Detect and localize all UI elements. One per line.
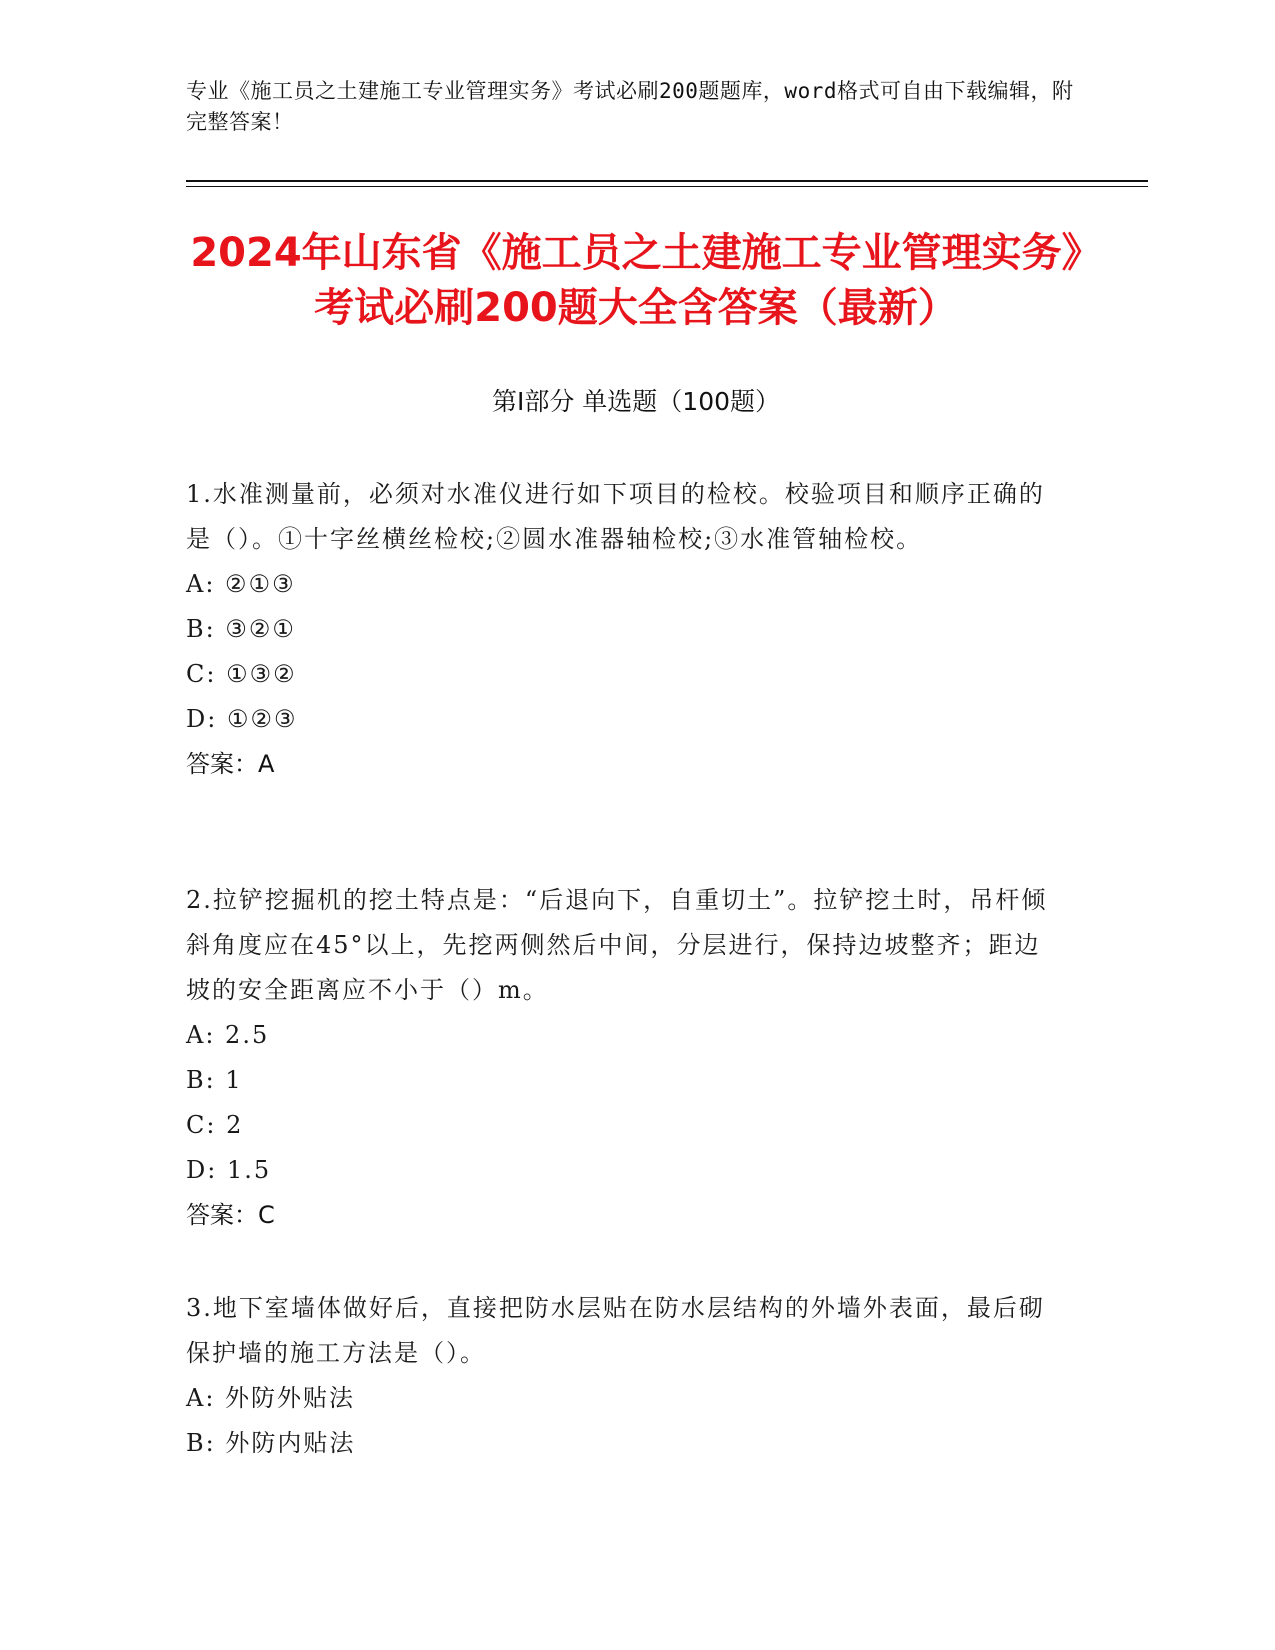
option-a: A: 外防外贴法 bbox=[186, 1384, 356, 1412]
answer: 答案：C bbox=[186, 1201, 275, 1229]
question-stem: 2.拉铲挖掘机的挖土特点是：“后退向下，自重切土”。拉铲挖土时，吊杆倾斜角度应在45°以上，先挖两侧然后中间，分层进行，保持边坡整齐；距边坡的安全距离应不小于（）m。 bbox=[186, 886, 1048, 1004]
option-a: A: ②①③ bbox=[186, 570, 296, 598]
option-b: B: 1 bbox=[186, 1066, 243, 1094]
header-divider-thin bbox=[186, 186, 1148, 187]
question-1 bbox=[186, 472, 1066, 787]
question-stem: 1.水准测量前，必须对水准仪进行如下项目的检校。校验项目和顺序正确的是（）。①十字丝横丝检校;②圆水准器轴检校;③水准管轴检校。 bbox=[186, 480, 1045, 553]
question-2 bbox=[186, 878, 1066, 1238]
answer: 答案：A bbox=[186, 750, 275, 778]
option-c: C: ①③② bbox=[186, 660, 297, 688]
option-a: A: 2.5 bbox=[186, 1021, 270, 1049]
option-d: D: 1.5 bbox=[186, 1156, 272, 1184]
option-d: D: ①②③ bbox=[186, 705, 298, 733]
header-note: 专业《施工员之土建施工专业管理实务》考试必刷200题题库，word格式可自由下载编辑，附完整答案！ bbox=[186, 79, 1074, 134]
question-3 bbox=[186, 1286, 1066, 1466]
document-title: 2024年山东省《施工员之土建施工专业管理实务》考试必刷200题大全含答案（最新） bbox=[190, 230, 1082, 331]
header-divider-thick bbox=[186, 180, 1148, 182]
option-b: B: 外防内贴法 bbox=[186, 1429, 356, 1457]
option-b: B: ③②① bbox=[186, 615, 296, 643]
question-stem: 3.地下室墙体做好后，直接把防水层贴在防水层结构的外墙外表面，最后砌保护墙的施工方法是（）。 bbox=[186, 1294, 1045, 1367]
section-title: 第Ⅰ部分 单选题（100题） bbox=[491, 387, 781, 416]
option-c: C: 2 bbox=[186, 1111, 244, 1139]
